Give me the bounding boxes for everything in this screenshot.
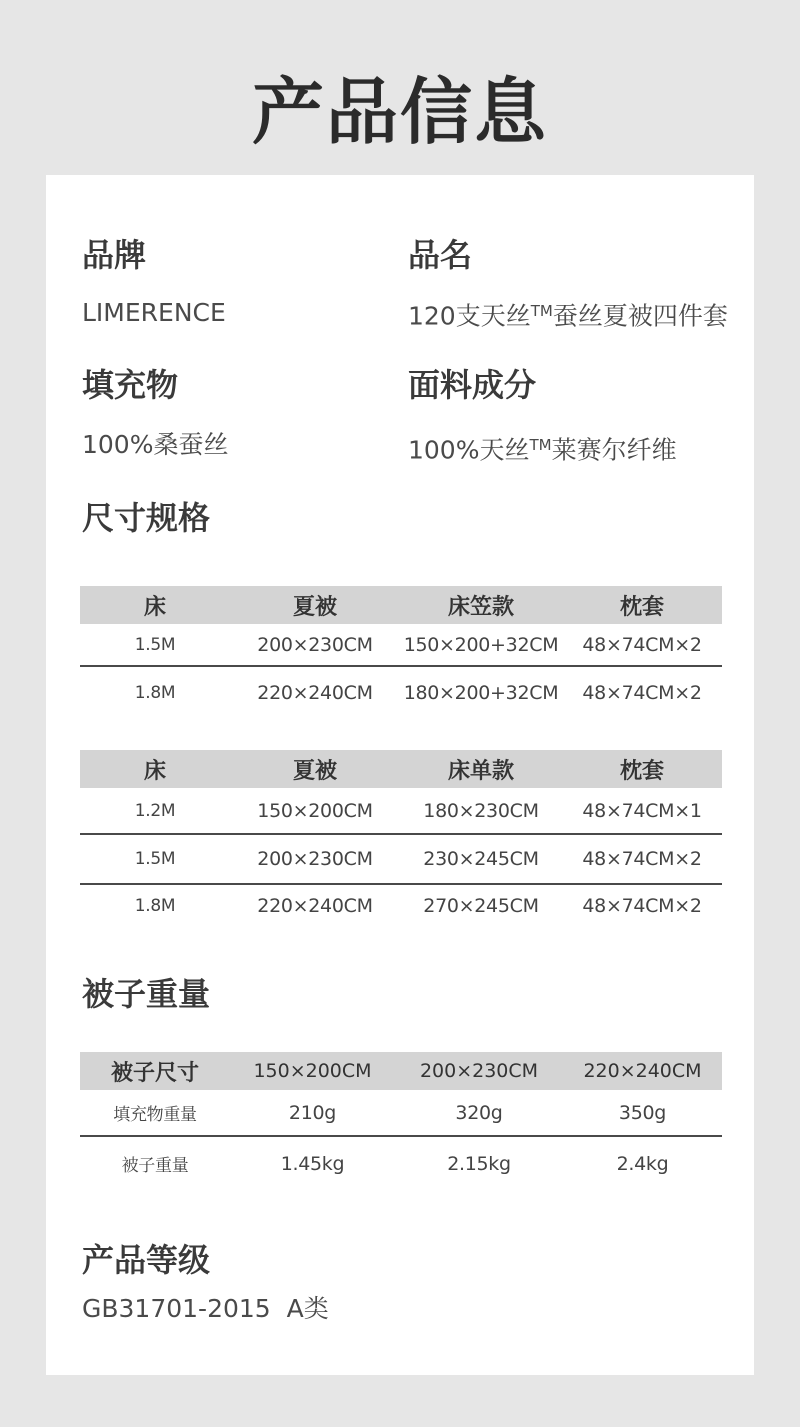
header-pillowcase: 枕套 — [562, 750, 722, 788]
table-cell: 1.2M — [80, 788, 230, 834]
header-size-150: 150×200CM — [230, 1052, 395, 1090]
table-cell: 150×200+32CM — [400, 624, 562, 666]
table-cell: 1.8M — [134, 682, 176, 703]
grade-value: GB31701-2015 A类 — [82, 1294, 329, 1323]
brand-label: 品牌 — [82, 236, 147, 274]
table-cell: 2.15kg — [447, 1152, 511, 1175]
header-quilt: 夏被 — [230, 586, 400, 624]
table-row — [80, 666, 722, 718]
table-cell: 270×245CM — [423, 894, 539, 917]
size-section-title: 尺寸规格 — [82, 499, 211, 537]
product-info-card — [46, 175, 754, 1375]
product-name-part-a: 120支天丝 — [408, 301, 531, 331]
header-pillowcase: 枕套 — [562, 586, 722, 624]
header-bed: 床 — [80, 586, 230, 624]
table-cell: 被子重量 — [121, 1156, 189, 1176]
table-cell: 210g — [230, 1090, 395, 1136]
table-cell: 320g — [395, 1090, 563, 1136]
table-header-row — [80, 586, 722, 624]
table-header-row — [80, 1052, 722, 1090]
filling-label: 填充物 — [82, 366, 179, 404]
table-cell: 1.8M — [134, 895, 176, 916]
table-cell: 填充物重量 — [80, 1090, 230, 1136]
fabric-part-b: 莱赛尔纤维 — [551, 435, 677, 465]
table-header-row — [80, 750, 722, 788]
filling-value: 100%桑蚕丝 — [82, 430, 229, 459]
table-row — [80, 788, 722, 834]
table-cell: 2.4kg — [616, 1152, 669, 1175]
header-flat-sheet: 床单款 — [400, 750, 562, 788]
fabric-value — [408, 429, 677, 466]
weight-section-title: 被子重量 — [82, 975, 211, 1013]
trademark-mark: TM — [529, 436, 552, 454]
table-row — [80, 884, 722, 926]
header-fitted-sheet: 床笠款 — [400, 586, 562, 624]
product-name-part-b: 蚕丝夏被四件套 — [552, 301, 728, 331]
brand-value: LIMERENCE — [82, 298, 226, 327]
table-cell: 150×200CM — [230, 788, 400, 834]
table-cell: 200×230CM — [230, 834, 400, 884]
size-table-flat-sheet — [80, 750, 722, 926]
table-row — [80, 624, 722, 666]
header-quilt: 夏被 — [230, 750, 400, 788]
fabric-label: 面料成分 — [408, 366, 537, 404]
table-row — [80, 834, 722, 884]
table-cell: 48×74CM×2 — [582, 681, 702, 704]
header-size-220: 220×240CM — [563, 1052, 722, 1090]
product-name-label: 品名 — [408, 236, 473, 274]
table-cell: 180×230CM — [400, 788, 562, 834]
header-quilt-size: 被子尺寸 — [80, 1052, 230, 1090]
grade-section-title: 产品等级 — [82, 1241, 211, 1279]
table-cell: 1.45kg — [280, 1152, 345, 1175]
size-table-fitted-sheet — [80, 586, 722, 718]
table-cell: 48×74CM×2 — [582, 894, 702, 917]
fabric-part-a: 100%天丝 — [408, 435, 530, 465]
table-cell: 1.5M — [80, 834, 230, 884]
table-cell: 350g — [563, 1090, 722, 1136]
page-title: 产品信息 — [251, 70, 548, 154]
table-cell: 48×74CM×2 — [562, 834, 722, 884]
quilt-weight-table — [80, 1052, 722, 1190]
table-cell: 1.5M — [80, 624, 230, 666]
table-cell: 180×200+32CM — [403, 681, 559, 704]
table-cell: 230×245CM — [400, 834, 562, 884]
table-row — [80, 1090, 722, 1136]
table-cell: 220×240CM — [257, 681, 373, 704]
table-cell: 200×230CM — [230, 624, 400, 666]
header-size-200: 200×230CM — [395, 1052, 563, 1090]
table-cell: 48×74CM×2 — [562, 624, 722, 666]
table-cell: 220×240CM — [257, 894, 373, 917]
trademark-mark: TM — [530, 302, 553, 320]
table-row — [80, 1136, 722, 1190]
table-cell: 48×74CM×1 — [562, 788, 722, 834]
product-name-value — [408, 295, 728, 332]
header-bed: 床 — [80, 750, 230, 788]
